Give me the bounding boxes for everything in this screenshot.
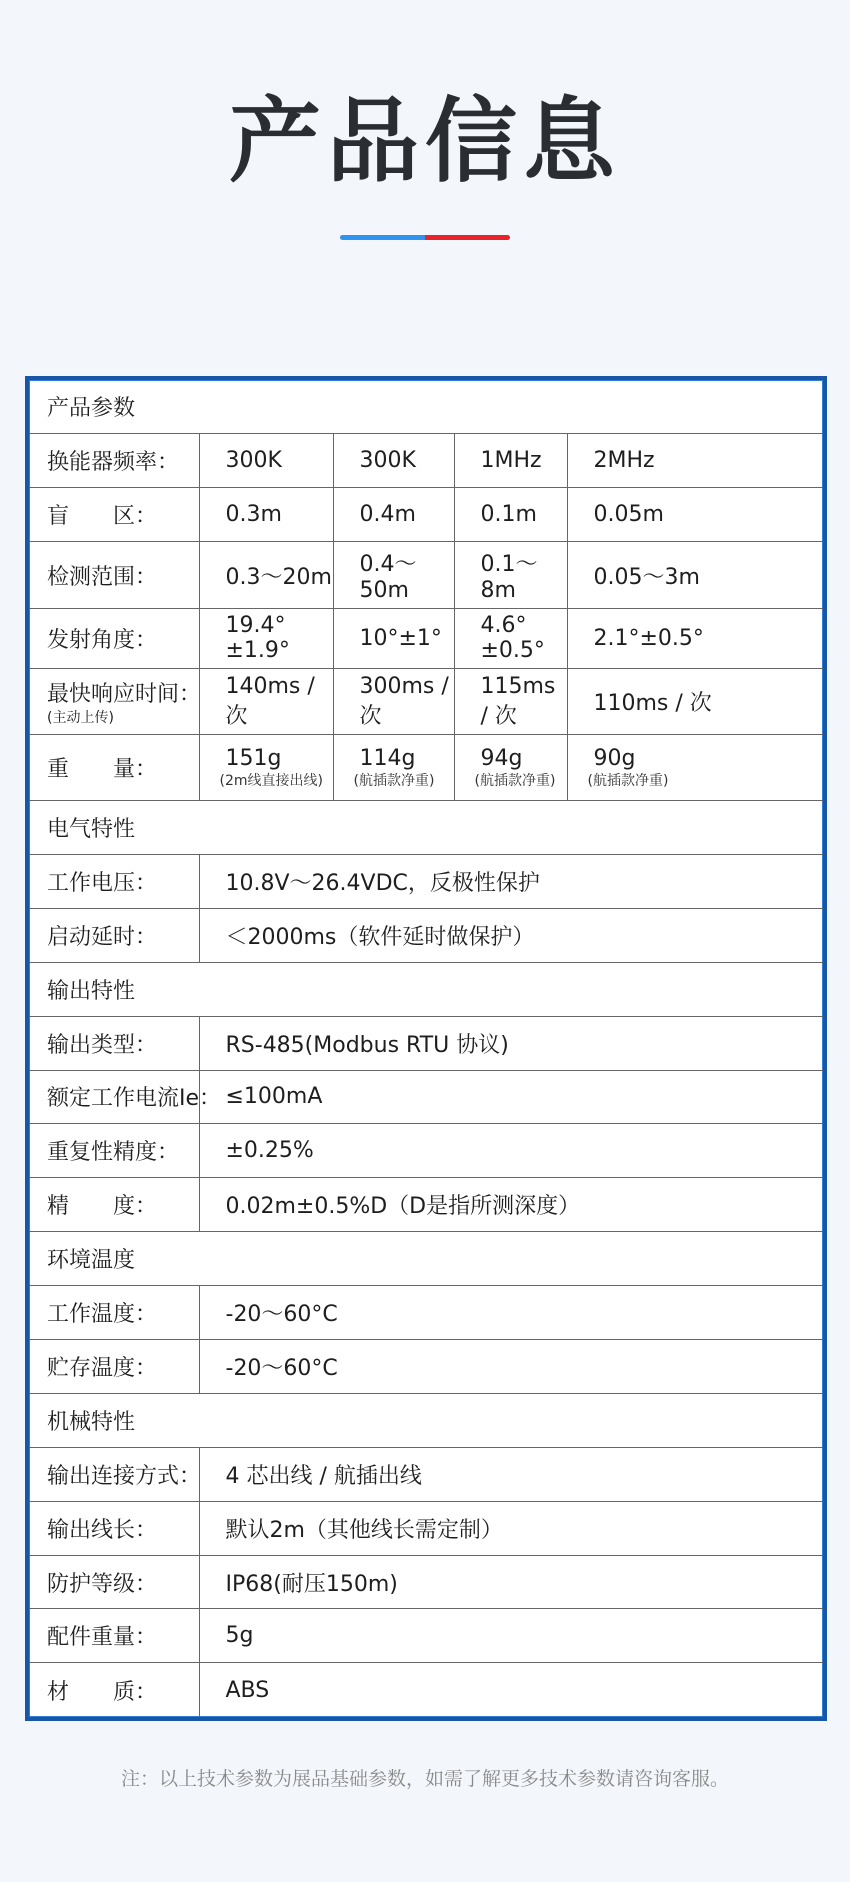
row-label: 防护等级： bbox=[29, 1555, 199, 1609]
row-value: 4 芯出线 / 航插出线 bbox=[199, 1447, 823, 1501]
table-cell: 300K bbox=[333, 434, 454, 488]
table-row bbox=[29, 1555, 823, 1609]
row-label: 发射角度： bbox=[29, 608, 199, 668]
section-header: 输出特性 bbox=[29, 962, 823, 1016]
table-row bbox=[29, 1663, 823, 1717]
section-header: 环境温度 bbox=[29, 1232, 823, 1286]
row-value: ＜2000ms（软件延时做保护） bbox=[199, 908, 823, 962]
row-label: 盲 区： bbox=[29, 488, 199, 542]
table-cell: 0.4～50m bbox=[333, 542, 454, 609]
cell-value: 114g bbox=[359, 746, 416, 772]
row-value: 默认2m（其他线长需定制） bbox=[199, 1501, 823, 1555]
spec-table bbox=[29, 380, 823, 1717]
section-header: 机械特性 bbox=[29, 1393, 823, 1447]
row-value: ±0.25% bbox=[199, 1124, 823, 1178]
table-cell: 0.05m bbox=[567, 488, 823, 542]
table-row bbox=[29, 908, 823, 962]
row-value: 0.02m±0.5%D（D是指所测深度） bbox=[199, 1178, 823, 1232]
table-cell bbox=[199, 735, 333, 801]
table-row bbox=[29, 1178, 823, 1232]
table-row bbox=[29, 1340, 823, 1394]
section-row bbox=[29, 1232, 823, 1286]
underline-blue-segment bbox=[340, 235, 425, 240]
table-cell: 110ms / 次 bbox=[567, 668, 823, 735]
section-header: 电气特性 bbox=[29, 801, 823, 855]
table-row bbox=[29, 1286, 823, 1340]
table-cell: 300K bbox=[199, 434, 333, 488]
table-row bbox=[29, 434, 823, 488]
row-label bbox=[29, 668, 202, 735]
cell-note: (航插款净重) bbox=[353, 773, 435, 790]
row-label: 输出线长： bbox=[29, 1501, 199, 1555]
row-label: 材 质： bbox=[29, 1663, 199, 1717]
section-row bbox=[29, 1393, 823, 1447]
row-label: 工作温度： bbox=[29, 1286, 199, 1340]
row-label: 配件重量： bbox=[29, 1609, 199, 1663]
row-value: 5g bbox=[199, 1609, 823, 1663]
table-row bbox=[29, 1070, 823, 1124]
row-value: IP68(耐压150m) bbox=[199, 1555, 823, 1609]
row-label: 检测范围： bbox=[29, 542, 199, 609]
table-row bbox=[29, 488, 823, 542]
row-value: -20～60°C bbox=[199, 1340, 823, 1394]
row-value: RS-485(Modbus RTU 协议) bbox=[199, 1016, 823, 1070]
row-value: ABS bbox=[199, 1663, 823, 1717]
row-label: 精 度： bbox=[29, 1178, 199, 1232]
footnote: 注：以上技术参数为展品基础参数，如需了解更多技术参数请咨询客服。 bbox=[120, 1768, 729, 1790]
row-label: 重 量： bbox=[29, 735, 199, 801]
table-cell: 10°±1° bbox=[333, 608, 454, 668]
table-row bbox=[29, 542, 823, 609]
table-cell: 2MHz bbox=[567, 434, 823, 488]
table-cell: 115ms / 次 bbox=[454, 668, 567, 735]
table-cell: 0.05～3m bbox=[567, 542, 823, 609]
table-row bbox=[29, 854, 823, 908]
cell-value: 151g bbox=[225, 746, 282, 772]
cell-note: (航插款净重) bbox=[474, 773, 556, 790]
section-row bbox=[29, 380, 823, 434]
row-value: -20～60°C bbox=[199, 1286, 823, 1340]
underline-red-segment bbox=[425, 235, 510, 240]
cell-note: (2m线直接出线) bbox=[219, 773, 323, 790]
row-label: 启动延时： bbox=[29, 908, 199, 962]
section-row bbox=[29, 801, 823, 855]
table-row bbox=[29, 668, 823, 735]
row-label: 重复性精度： bbox=[29, 1124, 199, 1178]
table-row bbox=[29, 608, 823, 668]
cell-note: (航插款净重) bbox=[587, 773, 669, 790]
table-cell: 0.1m bbox=[454, 488, 567, 542]
table-cell: 0.3m bbox=[199, 488, 333, 542]
spec-card bbox=[25, 376, 827, 1721]
table-cell: 1MHz bbox=[454, 434, 567, 488]
table-cell: 4.6°±0.5° bbox=[454, 608, 567, 668]
cell-value: 94g bbox=[480, 746, 523, 772]
row-label: 工作电压： bbox=[29, 854, 199, 908]
table-row bbox=[29, 1609, 823, 1663]
section-header: 产品参数 bbox=[29, 380, 823, 434]
table-cell: 0.4m bbox=[333, 488, 454, 542]
row-label: 输出连接方式： bbox=[29, 1447, 199, 1501]
row-label: 额定工作电流Ie： bbox=[29, 1070, 199, 1124]
table-cell: 140ms / 次 bbox=[199, 668, 333, 735]
table-cell: 19.4°±1.9° bbox=[199, 608, 333, 668]
section-row bbox=[29, 962, 823, 1016]
table-row bbox=[29, 1124, 823, 1178]
table-cell: 0.1～8m bbox=[454, 542, 567, 609]
table-row bbox=[29, 1447, 823, 1501]
page-title: 产品信息 bbox=[228, 88, 621, 195]
table-cell: 2.1°±0.5° bbox=[567, 608, 823, 668]
row-label: 输出类型： bbox=[29, 1016, 199, 1070]
table-row bbox=[29, 1016, 823, 1070]
row-label: 贮存温度： bbox=[29, 1340, 199, 1394]
table-cell bbox=[567, 735, 823, 801]
table-row bbox=[29, 1501, 823, 1555]
row-value: ≤100mA bbox=[199, 1070, 823, 1124]
table-cell: 300ms / 次 bbox=[333, 668, 454, 735]
row-label: 换能器频率： bbox=[29, 434, 199, 488]
cell-value: 90g bbox=[593, 746, 636, 772]
row-label-text: 最快响应时间： bbox=[47, 682, 202, 708]
table-cell bbox=[454, 735, 567, 801]
title-underline bbox=[340, 235, 510, 240]
table-cell: 0.3～20m bbox=[199, 542, 333, 609]
row-label-note: (主动上传) bbox=[47, 710, 114, 727]
table-cell bbox=[333, 735, 454, 801]
table-row bbox=[29, 735, 823, 801]
row-value: 10.8V～26.4VDC，反极性保护 bbox=[199, 854, 823, 908]
